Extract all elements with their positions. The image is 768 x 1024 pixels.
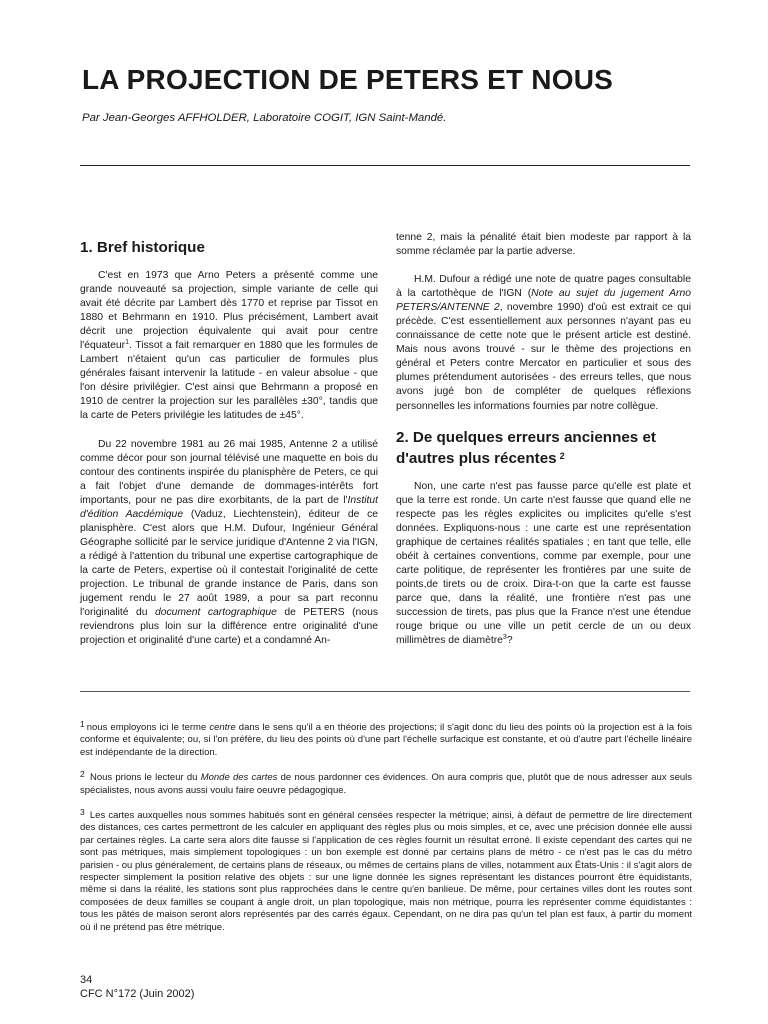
paragraph-arno-peters: C'est en 1973 que Arno Peters a présenté comme une grande nouveauté sa projection, simple variante de celle qui avait été décrite par Lambert dès 1770 et reprise par Tissot en 1880 et Behrmann en 1910. Plus précisément, Lambert avait décrit une projection équivalente qui avait pour centre l'équateur$^1$. Tissot a fait remarquer en 1880 que les formules de Lambert n'étaient qu'un cas particulier de formules plus générales faisant intervenir la latitude - en valeur absolue - que l'on désire privilégier. C'est ainsi que Behrmann a proposé en 1910 de centrer la projection sur les parallèles ±30°, tandis que la carte de Peters privilégie les latitudes de ±45°. — [80, 270, 378, 422]
footnotes-divider — [80, 691, 690, 692]
section-heading-erreurs: 2. De quelques erreurs anciennes et d'autres plus récentes $^2$ — [396, 428, 656, 467]
title-divider — [80, 165, 690, 166]
journal-reference: CFC N°172 (Juin 2002) — [80, 988, 195, 1000]
footnote-1: 1 nous employons ici le terme centre dans le sens qu'il a en théorie des projections; il s'agit donc du lieu des points où la projection est à la fois conforme et équivalente; ou, si l'on préfère, du lieu des points où d'une part l'échelle surfacique est constante, et où d'autre part l'échelle linéaire est indépendante de la direction. — [80, 719, 692, 758]
page-number: 34 — [80, 974, 93, 986]
section-heading-bref-historique: 1. Bref historique — [80, 239, 205, 256]
footnote-ref-2[interactable]: 2 — [559, 450, 565, 461]
author-byline: Par Jean-Georges AFFHOLDER, Laboratoire COGIT, IGN Saint-Mandé. — [82, 112, 447, 124]
footnotes — [80, 718, 692, 943]
paragraph-antenne-2: Du 22 novembre 1981 au 26 mai 1985, Antenne 2 a utilisé comme décor pour son journal télévisé une maquette en bois du contour des continents inspirée du planisphère de Peters, ce qui a fait l'objet d'une demande de dommages-intérêts fort importants, pour ne pas dire exorbitants, de la part de l'Institut d'édition Aacdémique (Vaduz, Liechtenstein), éditeur de ce planisphère. C'est alors que H.M. Dufour, Ingénieur Général Géographe sollicité par le service juridique d'Antenne 2 via l'IGN, a rédigé à l'attention du tribunal une expertise cartographique de la carte de Peters, expertise où il contestait l'originalité de cette projection. Le tribunal de grande instance de Paris, dans son jugement rendu le 27 août 1989, a pour sa part reconnu l'originalité du document cartographique de PETERS (nous reviendrons plus loin sur la différence entre originalité d'une projection et originalité d'une carte) et a condamné An- — [80, 438, 378, 647]
left-column — [80, 232, 378, 662]
paragraph-dufour-note: H.M. Dufour a rédigé une note de quatre pages consultable à la cartothèque de l'IGN (Note au sujet du jugement Arno PETERS/ANTENNE 2, novembre 1990) d'où est extrait ce qui précède. C'est essentiellement aux personnes n'ayant pas eu connaissance de cette note que le présent article est destiné. Mais nous avons trouvé - sur le thème des projections en général et Peters contre Mercator en particulier et sous des plumes prétendument autorisées - des erreurs telles, que nous avons jugé bon de compléter de quelques réflexions personnelles les informations fournies par notre collègue. — [396, 274, 692, 412]
article-title: LA PROJECTION DE PETERS ET NOUS — [82, 64, 614, 95]
footnote-3: 3 Les cartes auxquelles nous sommes habitués sont en général censées respecter la métrique; ainsi, à défaut de permettre de lire directement des distances, ces cartes permettront de les calculer en appliquant des règles plus ou mois simples, et ce, avec une précision donnée elle aussi par certaines règles. La carte sera alors dite fausse si l'application de ces règles fournit un résultat erroné. Il existe cependant des cartes qui ne sont pas métriques, mais simplement topologiques : un bon exemple est donné par certains plans de métro - ce n'est pas le cas du métro parisien - ou plus généralement, de certains plans de réseaux, ou mêmes de certains plans de villes, notamment aux États-Unis : il s'agit alors de respecter simplement la position relative des objets : sur une ligne donnée les signes représentant les distances pourront être équidistants, même si dans la réalité, les stations sont plus rapprochées dans le centre qu'en banlieue. De même, pour certaines villes dont les routes sont composées de deux familles se coupant à angle droit, un plan topologique, mais non métrique, pourra les représenter comme équidistantes : tous les pâtés de maison seront alors représentés par des carrés égaux. Cependant, on ne dira pas qu'un tel plan est faux, à partir du moment où il ne prétend pas être métrique. — [80, 807, 692, 933]
footnote-ref-1[interactable]: 1 — [125, 339, 130, 347]
paragraph-continued: tenne 2, mais la pénalité était bien modeste par rapport à la somme réclamée par la partie adverse. — [396, 232, 691, 258]
footnote-ref-3[interactable]: 3 — [502, 634, 507, 642]
right-column — [396, 231, 691, 662]
footnote-2: 2 Nous prions le lecteur du Monde des cartes de nous pardonner ces évidences. On aura compris que, plutôt que de nous adresser aux seuls spécialistes, nous avons aussi voulu faire oeuvre pédagogique. — [80, 769, 693, 796]
paragraph-carte-fausse: Non, une carte n'est pas fausse parce qu'elle est plate et que la terre est ronde. Un carte n'est fausse que quand elle ne respecte pas les règles explicites ou implicites qu'elle s'est données. Expliquons-nous : une carte est une représentation graphique de certaines réalités spatiales ; en tant que telle, elle obéit à certaines conventions, comme par exemple, pour une carte politique, de représenter les frontières par une suite de points,de tirets ou de croix. Dira-t-on que la carte est fausse parce que, dans la réalité, une frontière n'est pas une succession de tirets, pas plus que la France n'est une étendue rouge brique ou une ville un petit cercle de un ou deux millimètres de diamètre$^3$? — [396, 480, 691, 647]
